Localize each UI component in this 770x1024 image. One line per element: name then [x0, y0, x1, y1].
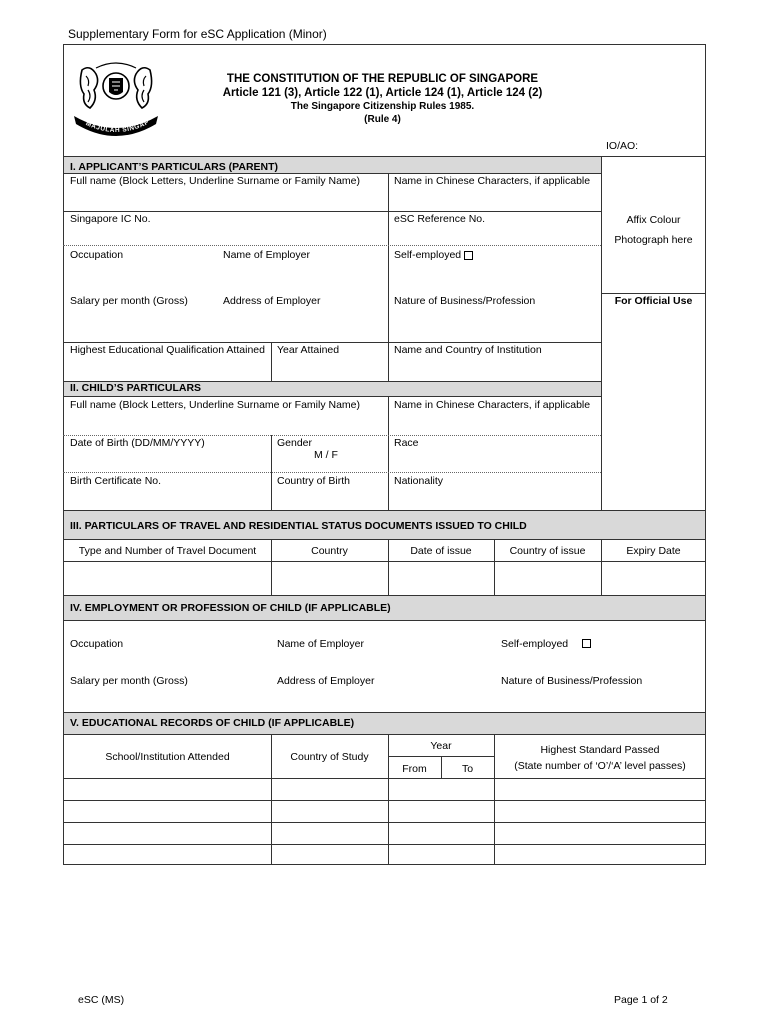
child-full-name-label: Full name (Block Letters, Underline Surname or Family Name) [70, 399, 361, 411]
date-of-issue-column-header: Date of issue [410, 545, 472, 557]
parent-salary-label: Salary per month (Gross) [70, 295, 188, 307]
section5-heading: V. EDUCATIONAL RECORDS OF CHILD (IF APPLICABLE) [70, 717, 355, 729]
footer-page-number: Page 1 of 2 [614, 994, 668, 1006]
school-column-header: School/Institution Attended [105, 751, 230, 763]
child-employer-label: Name of Employer [277, 638, 364, 650]
child-birth-country-label: Country of Birth [277, 475, 350, 487]
year-from-column-header: From [402, 763, 427, 775]
child-salary-label: Salary per month (Gross) [70, 675, 188, 687]
child-business-label: Nature of Business/Profession [501, 675, 643, 687]
country-of-issue-column-header: Country of issue [509, 545, 586, 557]
affix-photo-label-2: Photograph here [614, 234, 693, 246]
child-occupation-label: Occupation [70, 638, 124, 650]
parent-full-name-label: Full name (Block Letters, Underline Surname or Family Name) [70, 175, 361, 187]
parent-business-label: Nature of Business/Profession [394, 295, 536, 307]
child-nationality-label: Nationality [394, 475, 444, 487]
section1-heading: I. APPLICANT’S PARTICULARS (PARENT) [70, 161, 279, 173]
esc-reference-label: eSC Reference No. [394, 213, 486, 225]
parent-self-employed-checkbox[interactable] [464, 251, 473, 260]
parent-employer-address-label: Address of Employer [223, 295, 321, 307]
section2-heading: II. CHILD’S PARTICULARS [70, 382, 202, 394]
year-column-header: Year [430, 740, 452, 752]
form-header-title: Supplementary Form for eSC Application (Minor) [68, 27, 327, 41]
official-use-label: For Official Use [614, 295, 693, 307]
constitution-title: THE CONSTITUTION OF THE REPUBLIC OF SINGAPORE [226, 73, 539, 85]
section3-heading: III. PARTICULARS OF TRAVEL AND RESIDENTIAL STATUS DOCUMENTS ISSUED TO CHILD [70, 520, 527, 532]
child-dob-label: Date of Birth (DD/MM/YYYY) [70, 437, 205, 449]
child-race-label: Race [394, 437, 419, 449]
year-to-column-header: To [461, 763, 474, 775]
section4-heading: IV. EMPLOYMENT OR PROFESSION OF CHILD (IF APPLICABLE) [70, 602, 391, 614]
travel-country-column-header: Country [311, 545, 348, 557]
child-employer-address-label: Address of Employer [277, 675, 375, 687]
parent-employer-label: Name of Employer [223, 249, 310, 261]
expiry-date-column-header: Expiry Date [626, 545, 681, 557]
footer-form-code: eSC (MS) [78, 994, 125, 1006]
crest-motto: MAJULAH SINGAP [84, 118, 151, 135]
child-gender-options[interactable]: M / F [314, 449, 338, 461]
affix-photo-label: Affix Colour [626, 214, 681, 226]
child-chinese-name-label: Name in Chinese Characters, if applicable [394, 399, 591, 411]
parent-occupation-label: Occupation [70, 249, 124, 261]
parent-self-employed-label: Self-employed [394, 249, 462, 261]
parent-ic-label: Singapore IC No. [70, 213, 151, 225]
articles-line: Article 121 (3), Article 122 (1), Article 124 (1), Article 124 (2) [222, 87, 543, 99]
parent-chinese-name-label: Name in Chinese Characters, if applicable [394, 175, 591, 187]
parent-institution-label: Name and Country of Institution [394, 344, 542, 356]
child-gender-label: Gender [277, 437, 313, 449]
travel-doc-column-header: Type and Number of Travel Document [78, 545, 257, 557]
singapore-crest-emblem [68, 60, 164, 144]
parent-education-label: Highest Educational Qualification Attained [70, 344, 265, 356]
citizenship-rules-line: The Singapore Citizenship Rules 1985. [290, 101, 475, 112]
highest-standard-column-header: Highest Standard Passed [540, 744, 660, 756]
io-ao-label: IO/AO: [606, 140, 639, 152]
child-self-employed-checkbox[interactable] [582, 639, 591, 648]
parent-year-attained-label: Year Attained [277, 344, 340, 356]
rule-line: (Rule 4) [364, 114, 401, 125]
highest-standard-column-note: (State number of ‘O’/‘A’ level passes) [514, 760, 686, 772]
country-of-study-column-header: Country of Study [290, 751, 369, 763]
child-self-employed-label: Self-employed [501, 638, 569, 650]
child-birth-cert-label: Birth Certificate No. [70, 475, 162, 487]
